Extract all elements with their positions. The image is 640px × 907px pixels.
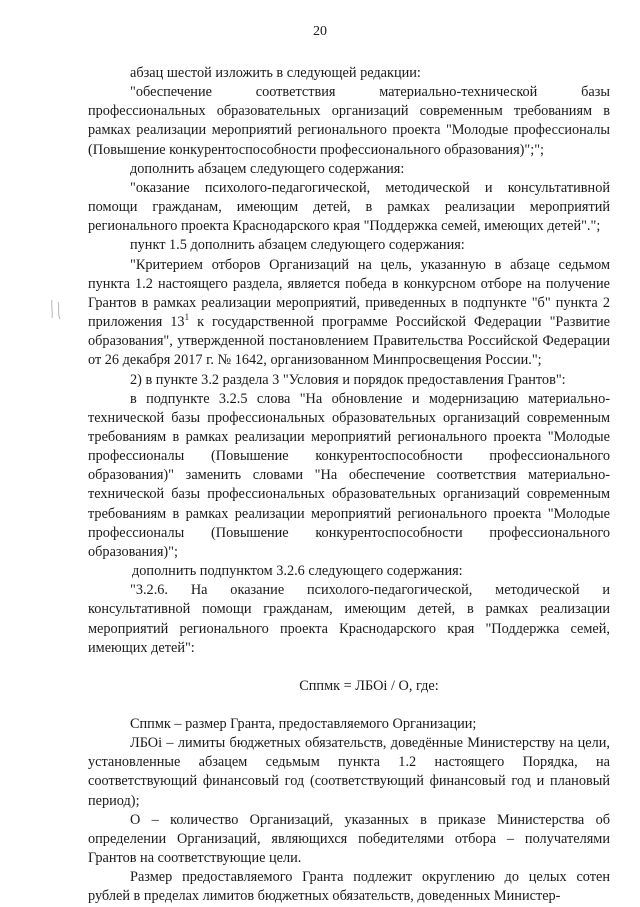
paragraph: дополнить подпунктом 3.2.6 следующего содержания: xyxy=(132,563,463,580)
paragraph-part: "Критерием отборов Организаций на цель, указанную в абзаце седьмом пункта 1.2 настоящего раздела, является победа в конкурсном отборе на получение Грантов в рамках реализации мероприятий, приведенных в подпункте "б" пункта 2 приложения 13 xyxy=(88,256,610,331)
paragraph: О – количество Организаций, указанных в приказе Министерства об определении Организаций, являющихся победителями отбора – получателями Грантов на соответствующие цели. xyxy=(88,811,610,867)
paragraph: 2) в пункте 3.2 раздела 3 "Условия и порядок предоставления Грантов": xyxy=(130,371,566,388)
paragraph: пункт 1.5 дополнить абзацем следующего содержания: xyxy=(130,237,465,254)
paragraph: "обеспечение соответствия материально-технической базы профессиональных образовательных организаций современным требованиям в рамках реализации мероприятий регионального проекта "Молодые профессионалы (Повышение конкурентоспособности профессионального образования)";"; xyxy=(88,84,610,158)
paragraph: ЛБОi – лимиты бюджетных обязательств, доведённые Министерству на цели, установленные абзацем седьмым пункта 1.2 настоящего Порядка, на соответствующий финансовый год (соответствующий финансовый год и плановый период); xyxy=(88,735,610,809)
paragraph-with-superscript xyxy=(88,256,610,371)
paragraph-part: к государственной программе Российской Федерации "Развитие образования", утвержденной постановлением Правительства Российской Федерации от 26 декабря 2017 г. № 1642, организованном Минпросвещения России."; xyxy=(88,314,610,369)
paragraph: "3.2.6. На оказание психолого-педагогической, методической и консультативной помощи гражданам, имеющим детей, в рамках реализации мероприятий регионального проекта Краснодарского края "Поддержка семей, имеющих детей": xyxy=(88,582,610,656)
paragraph: Сппмк – размер Гранта, предоставляемого Организации; xyxy=(130,716,477,732)
superscript: 1 xyxy=(184,312,190,323)
margin-pen-mark xyxy=(48,296,66,322)
paragraph: "оказание психолого-педагогической, методической и консультативной помощи гражданам, имеющим детей, в рамках реализации мероприятий регионального проекта Краснодарского края "Поддержка семей, имеющих детей"."; xyxy=(88,179,610,235)
page-number: 20 xyxy=(313,24,327,39)
document-body xyxy=(88,64,610,907)
formula: Сппмк = ЛБОi / О, где: xyxy=(299,677,439,694)
paragraph: абзац шестой изложить в следующей редакции: xyxy=(130,65,421,81)
paragraph: в подпункте 3.2.5 слова "На обновление и модернизацию материально-технической базы профессиональных образовательных организаций современным требованиям в рамках реализации мероприятий регионального проекта "Молодые профессионалы (Повышение конкурентоспособности профессионального образования)" заменить словами "На обеспечение соответствия материально-технической базы профессиональных образовательных организаций современным требованиям в рамках реализации мероприятий регионального проекта "Молодые профессионалы (Повышение конкурентоспособности профессионального образования)"; xyxy=(88,390,610,560)
paragraph: дополнить абзацем следующего содержания: xyxy=(130,160,405,177)
paragraph: Размер предоставляемого Гранта подлежит округлению до целых сотен рублей в пределах лимитов бюджетных обязательств, доведенных Министер- xyxy=(88,869,610,905)
